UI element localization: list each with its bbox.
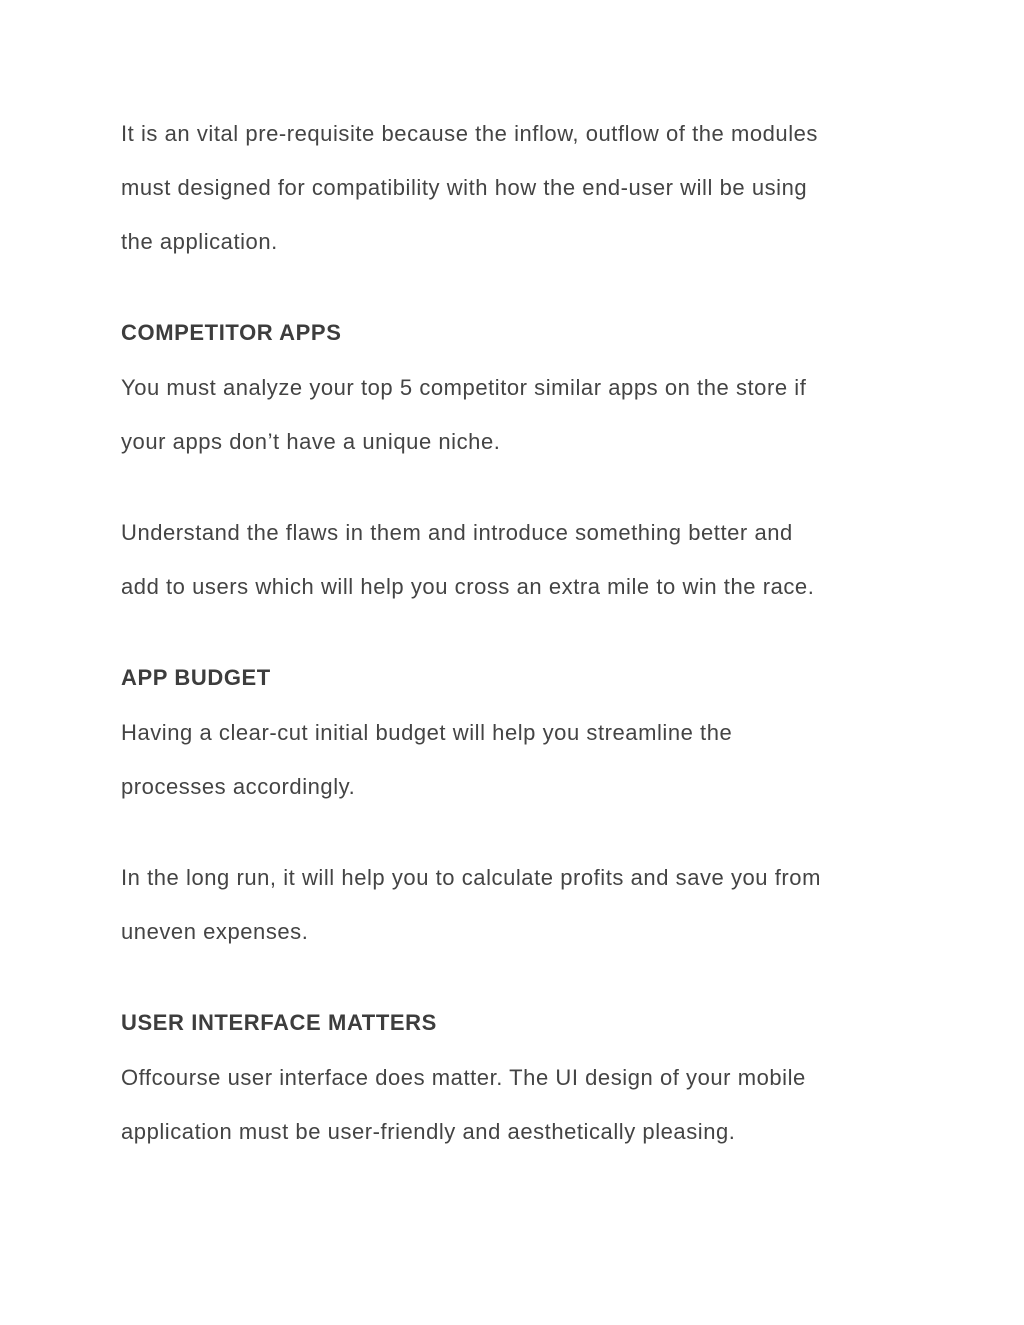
paragraph-line: Understand the flaws in them and introduce something better and <box>121 520 793 545</box>
paragraph-line: Offcourse user interface does matter. The UI design of your mobile <box>121 1065 806 1090</box>
intro-line: must designed for compatibility with how the end-user will be using <box>121 175 808 200</box>
section-heading-user-interface-matters: USER INTERFACE MATTERS <box>121 1010 437 1035</box>
paragraph-line: You must analyze your top 5 competitor similar apps on the store if <box>121 375 807 400</box>
paragraph-line: Having a clear-cut initial budget will help you streamline the <box>121 720 733 745</box>
paragraph-line: add to users which will help you cross an extra mile to win the race. <box>121 574 815 599</box>
paragraph-line: your apps don’t have a unique niche. <box>121 429 501 454</box>
paragraph-line: uneven expenses. <box>121 919 309 944</box>
paragraph-line: application must be user-friendly and aesthetically pleasing. <box>121 1119 736 1144</box>
paragraph-line: processes accordingly. <box>121 774 356 799</box>
intro-line: It is an vital pre-requisite because the inflow, outflow of the modules <box>121 121 818 146</box>
section-heading-app-budget: APP BUDGET <box>121 665 271 690</box>
section-heading-competitor-apps: COMPETITOR APPS <box>121 320 342 345</box>
intro-line: the application. <box>121 229 278 254</box>
paragraph-line: In the long run, it will help you to calculate profits and save you from <box>121 865 821 890</box>
